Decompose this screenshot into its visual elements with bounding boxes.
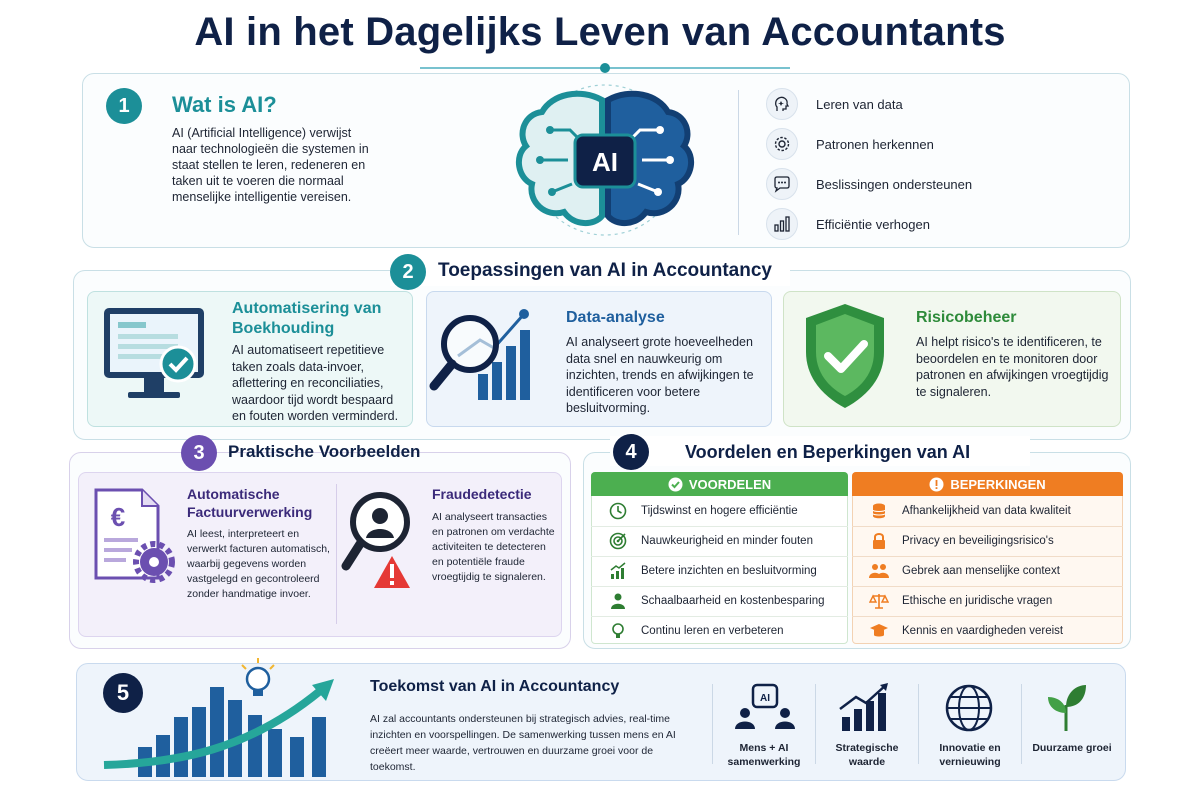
- card-title: Data-analyse: [566, 309, 665, 326]
- check-circle-icon: [668, 477, 683, 492]
- pro-item: [597, 586, 825, 616]
- pro-label: Nauwkeurigheid en minder fouten: [641, 535, 813, 547]
- feature-label: Patronen herkennen: [816, 136, 934, 152]
- section1-divider: [738, 90, 739, 235]
- example-text: AI leest, interpreteert en verwerkt facturen automatisch, waarbij gegevens worden vastgelegd en gecontroleerd zonder handmatige invoer.: [187, 528, 330, 600]
- con-label: Kennis en vaardigheden vereist: [902, 625, 1064, 637]
- page-title: AI in het Dagelijks Leven van Accountants: [194, 10, 1006, 54]
- pro-item: [597, 556, 817, 586]
- pro-item: [597, 496, 798, 526]
- database-icon: [868, 502, 890, 520]
- lightbulb-icon: [607, 622, 629, 640]
- scales-icon: [868, 592, 890, 610]
- example-title: Fraudedetectie: [432, 486, 532, 502]
- feature-item: [766, 205, 1106, 243]
- ai-brain-illustration: [490, 80, 720, 245]
- people-icon: [868, 562, 890, 580]
- card-text: AI automatiseert repetitieve taken zoals data-invoer, aflettering en reconciliaties, waardoor tijd wordt bespaard en fouten worden verminderd.: [232, 343, 399, 423]
- feature-label: Leren van data: [816, 96, 903, 112]
- ai-chip-label: AI: [592, 147, 618, 177]
- clock-icon: [607, 502, 629, 520]
- future-description: AI zal accountants ondersteunen bij strategisch advies, real-time inzichten en voorspellingen. De samenwerking tussen mens en AI creëert meer waarde, vertrouwen en duurzame groei voor de toekomst.: [370, 713, 676, 773]
- con-item: [858, 526, 1054, 556]
- pros-header-label: VOORDELEN: [688, 476, 772, 492]
- section-number-2: 2: [390, 254, 426, 290]
- future-item-label: Innovatie en vernieuwing: [939, 742, 1001, 768]
- pro-item: [597, 616, 784, 646]
- svg-text:AI: AI: [760, 693, 770, 704]
- pro-label: Continu leren en verbeteren: [641, 625, 784, 637]
- card-text: AI analyseert grote hoeveelheden data snel en nauwkeurig om inzichten, trends en afwijkingen te identificeren voor betere besluitvorming.: [566, 335, 754, 415]
- invoice-euro-gear-icon: [90, 486, 178, 586]
- people-ai-icon: [735, 683, 795, 733]
- section-number-1: 1: [106, 88, 142, 124]
- con-label: Afhankelijkheid van data kwaliteit: [902, 505, 1071, 517]
- con-item: [858, 616, 1063, 646]
- card-title: Automatisering van Boekhouding: [232, 300, 382, 337]
- growth-bars-illustration: [98, 655, 343, 780]
- section-heading-practical-examples: Praktische Voorbeelden: [228, 442, 421, 461]
- future-item-label: Mens + AI samenwerking: [727, 742, 801, 768]
- card-text: AI helpt risico's te identificeren, te beoordelen en te monitoren door patronen en afwijkingen vroegtijdig te signaleren.: [916, 335, 1109, 399]
- section-number-4: 4: [613, 434, 649, 470]
- bar-chart-icon: [766, 208, 798, 240]
- section-number-3: 3: [181, 435, 217, 471]
- section-heading-pros-cons: Voordelen en Beperkingen van AI: [685, 442, 971, 462]
- magnifier-chart-icon: [428, 300, 548, 410]
- feature-item: [766, 125, 1106, 163]
- card-title: Risicobeheer: [916, 309, 1017, 326]
- feature-label: Efficiëntie verhogen: [816, 216, 930, 232]
- rising-chart-icon: [838, 683, 894, 733]
- section-heading-applications: Toepassingen van AI in Accountancy: [438, 260, 772, 281]
- pros-header: [591, 472, 848, 496]
- chat-bubble-icon: [766, 168, 798, 200]
- con-item: [858, 496, 1071, 526]
- pro-label: Schaalbaarheid en kostenbesparing: [641, 595, 825, 607]
- head-sparkle-icon: [766, 88, 798, 120]
- feature-item: [766, 165, 1106, 203]
- magnifier-person-warning-icon: [340, 486, 420, 596]
- con-item: [858, 556, 1060, 586]
- cons-header: [852, 472, 1123, 496]
- sprout-icon: [1044, 683, 1088, 733]
- future-item-label: Strategische waarde: [835, 742, 899, 768]
- con-item: [858, 586, 1052, 616]
- pro-label: Betere inzichten en besluitvorming: [641, 565, 817, 577]
- ai-description: AI (Artificial Intelligence) verwijst naar technologieën die systemen in staat stellen te leren, redeneren en taken uit te voeren die normaal menselijke intelligentie vereisen.: [172, 126, 369, 204]
- lock-icon: [868, 532, 890, 550]
- con-label: Privacy en beveiligingsrisico's: [902, 535, 1054, 547]
- section-number-5: 5: [103, 673, 143, 713]
- cons-header-label: BEPERKINGEN: [950, 476, 1046, 492]
- warning-circle-icon: [929, 477, 944, 492]
- examples-divider: [336, 484, 337, 624]
- example-text: AI analyseert transacties en patronen om verdachte activiteiten te detecteren en potentiële fraude vroegtijdig te signaleren.: [432, 511, 555, 583]
- feature-label: Beslissingen ondersteunen: [816, 176, 973, 192]
- example-title: Automatische Factuurverwerking: [187, 486, 313, 520]
- person-icon: [607, 592, 629, 610]
- pro-label: Tijdswinst en hogere efficiëntie: [641, 505, 798, 517]
- svg-text:€: €: [110, 502, 126, 532]
- growth-chart-icon: [607, 562, 629, 580]
- pro-item: [597, 526, 813, 556]
- feature-item: [766, 85, 1106, 123]
- graduation-cap-icon: [868, 622, 890, 640]
- section-heading-future: Toekomst van AI in Accountancy: [370, 678, 620, 695]
- gear-icon: [766, 128, 798, 160]
- future-item-label: Duurzame groei: [1032, 742, 1112, 754]
- title-divider-dot: [600, 63, 610, 73]
- globe-icon: [944, 683, 994, 733]
- section-heading-what-is-ai: Wat is AI?: [172, 92, 277, 117]
- target-icon: [607, 532, 629, 550]
- ai-feature-list: [766, 85, 1106, 243]
- shield-check-icon: [800, 300, 890, 412]
- con-label: Gebrek aan menselijke context: [902, 565, 1060, 577]
- monitor-check-icon: [100, 304, 212, 410]
- con-label: Ethische en juridische vragen: [902, 595, 1053, 607]
